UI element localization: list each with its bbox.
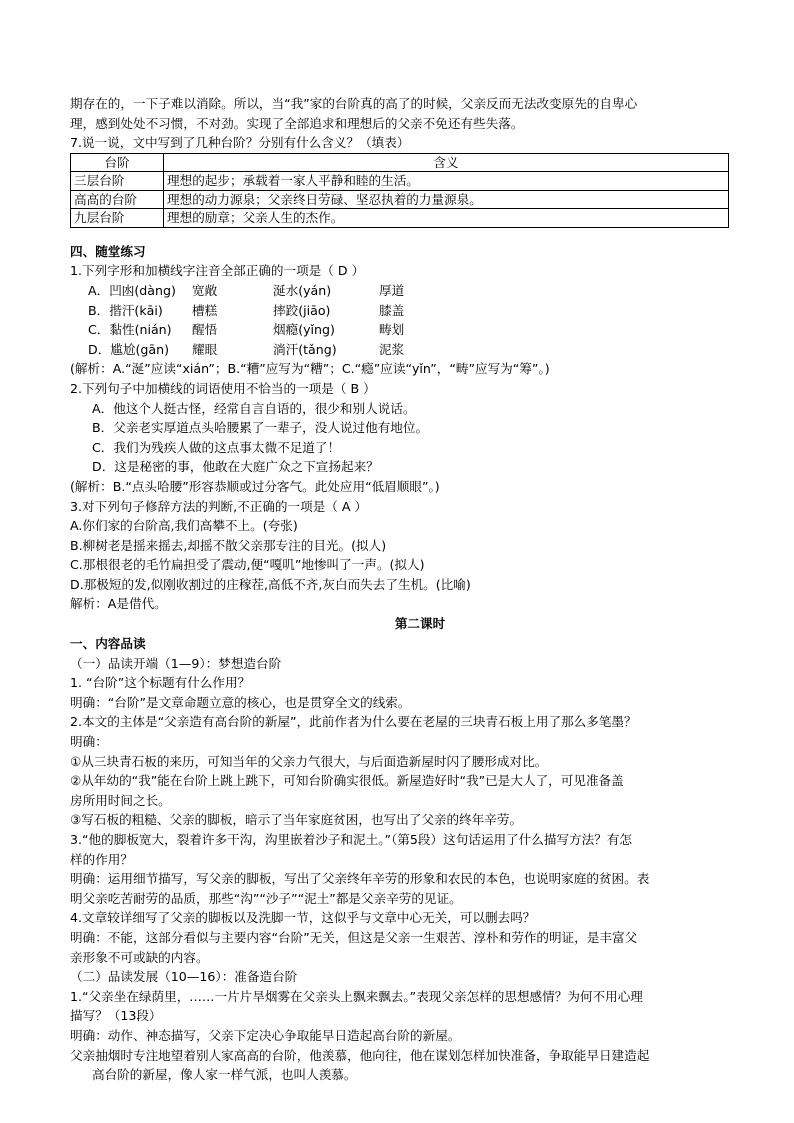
paragraph-line: 描写？（13段）: [70, 1008, 162, 1024]
option-cell: 厚道: [379, 282, 405, 298]
option-cell: 淌汗(tǎng): [273, 341, 337, 357]
stairs-meaning-table: [70, 153, 729, 228]
option-cell: 槽糕: [192, 302, 218, 318]
paragraph-line: 明确：运用细节描写，写父亲的脚板，写出了父亲终年辛劳的形象和农民的本色，也说明家庭的贫困。表: [70, 871, 650, 887]
paragraph-line: 明确：“台阶”是文章命题立意的核心，也是贯穿全文的线索。: [70, 694, 411, 710]
paragraph-line: 明父亲吃苦耐劳的品质，那些“沟”“沙子”“泥土”都是父亲辛劳的见证。: [70, 890, 462, 906]
option-cell: D．尴尬(gān): [88, 341, 169, 357]
option-cell: B．揩汗(kāi): [88, 302, 163, 318]
paragraph-line: 理，感到处处不习惯，不对劲。实现了全部追求和理想后的父亲不免还有些失落。: [70, 115, 524, 131]
question-1: 1.下列字形和加横线字注音全部正确的一项是（ D ）: [70, 263, 365, 279]
question-2: 2.下列句子中加横线的词语使用不恰当的一项是（ B ）: [70, 380, 376, 396]
option-cell: 畴划: [379, 322, 405, 338]
table-header-row: [71, 153, 729, 172]
paragraph-line: ②从年幼的“我”能在台阶上跳上跳下，可知台阶确实很低。新屋造好时“我”已是大人了，可见准备盖: [70, 773, 624, 789]
option-cell: 膝盖: [379, 302, 405, 318]
analysis-text: (解析：A.“涎”应读“xián”；B.“糟”应写为“糟”；C.“瘾”应读“yǐn”，“畴”应写为“筹”。): [70, 361, 550, 377]
option-line: C．我们为残疾人做的这点事太微不足道了！: [92, 439, 341, 455]
paragraph-line: 3.“他的脚板宽大，裂着许多干沟，沟里嵌着沙子和泥土。”（第5段）这句话运用了什么描写方法？有怎: [70, 832, 633, 847]
paragraph-line: 4.文章较详细写了父亲的脚板以及洗脚一节，这似乎与文章中心无关，可以删去吗？: [70, 910, 536, 926]
question-7: 7.说一说，文中写到了几种台阶？分别有什么含义？（填表）: [70, 135, 410, 151]
question-3: 3.对下列句子修辞方法的判断,不正确的一项是（ A ）: [70, 498, 368, 514]
option-cell: 醒悟: [192, 322, 218, 338]
document-page: [70, 94, 730, 1085]
paragraph-line: 2.本文的主体是“父亲造有高台阶的新屋”，此前作者为什么要在老屋的三块青石板上用了那么多笔墨？: [70, 714, 637, 730]
paragraph-line: 明确：动作、神态描写，父亲下定决心争取能早日造起高台阶的新屋。: [70, 1027, 461, 1043]
table-row: [71, 209, 729, 228]
subsection-heading: （二）品读发展（10—16）：准备造台阶: [70, 969, 298, 985]
paragraph-line: 高台阶的新屋，像人家一样气派，也叫人羡慕。: [92, 1067, 357, 1083]
option-cell: C．黏性(nián): [88, 322, 172, 338]
table-cell: 理想的励章；父亲人生的杰作。: [164, 209, 729, 228]
option-cell: 烟瘾(yǐng): [273, 322, 335, 338]
option-row: [70, 340, 730, 360]
paragraph-line: 期存在的，一下子难以消除。所以，当“我”家的台阶真的高了的时候，父亲反而无法改变原先的自卑心: [70, 96, 638, 111]
paragraph-line: 1. “台阶”这个标题有什么作用？: [70, 675, 251, 691]
option-cell: 宽敞: [192, 282, 218, 298]
paragraph-line: 父亲抽烟时专注地望着别人家高高的台阶，他羡慕，他向往，他在谋划怎样加快准备，争取能早日建造起: [70, 1047, 650, 1063]
option-line: A．他这个人挺古怪，经常自言自语的，很少和别人说话。: [92, 400, 416, 416]
paragraph-line: 1.“父亲坐在绿荫里，……一片片旱烟雾在父亲头上飘来飘去。”表现父亲怎样的思想感情？为何不用心理: [70, 988, 643, 1004]
option-cell: 耀眼: [192, 341, 218, 357]
analysis-text: (解析：B.“点头哈腰”形容恭顺或过分客气。此处应用“低眉顺眼”。): [70, 478, 440, 494]
option-line: B.柳树老是摇来摇去,却摇不散父亲那专注的目光。(拟人): [70, 537, 387, 553]
option-row: [70, 281, 730, 301]
option-cell: 泥浆: [379, 341, 405, 357]
lesson-title: 第二课时: [394, 616, 446, 632]
subsection-heading: （一）品读开端（1—9）：梦想造台阶: [70, 655, 282, 671]
option-row: [70, 301, 730, 321]
option-cell: A．凹凼(dàng): [88, 282, 176, 298]
analysis-text: 解析：A是借代。: [70, 596, 167, 612]
paragraph-line: 房所用时间之长。: [70, 792, 171, 808]
table-cell: 理想的起步；承载着一家人平静和睦的生活。: [164, 172, 729, 191]
table-cell: 九层台阶: [71, 209, 164, 228]
paragraph-line: 亲形象不可或缺的内容。: [70, 949, 209, 965]
paragraph-line: ①从三块青石板的来历，可知当年的父亲力气很大，与后面造新屋时闪了腰形成对比。: [70, 753, 548, 769]
table-cell: 三层台阶: [71, 172, 164, 191]
paragraph-line: ③写石板的粗糙、父亲的脚板，暗示了当年家庭贫困，也写出了父亲的终年辛劳。: [70, 812, 523, 828]
option-line: D.那极短的发,似刚收割过的庄稼茬,高低不齐,灰白而失去了生机。(比喻): [70, 576, 471, 592]
option-cell: 摔跤(jiāo): [273, 302, 331, 318]
section-title: 四、随堂练习: [70, 243, 146, 259]
table-row: [71, 172, 729, 191]
table-row: [71, 190, 729, 209]
table-header-cell: 含义: [164, 153, 729, 172]
section-heading: 一、内容品读: [70, 636, 146, 652]
option-line: C.那根很老的毛竹扁担受了震动,便“嘎叽”地惨叫了一声。(拟人): [70, 557, 425, 573]
option-line: B．父亲老实厚道点头哈腰累了一辈子，没人说过他有地位。: [92, 420, 429, 436]
table-header-cell: 台阶: [71, 153, 164, 172]
paragraph-line: 明确：不能，这部分看似与主要内容“台阶”无关，但这是父亲一生艰苦、淳朴和劳作的明证，是丰富父: [70, 929, 638, 945]
option-cell: 涎水(yán): [273, 282, 332, 298]
table-cell: 理想的动力源泉；父亲终日劳碌、坚忍执着的力量源泉。: [164, 190, 729, 209]
paragraph-line: 样的作用？: [70, 851, 133, 867]
table-cell: 高高的台阶: [71, 190, 164, 209]
option-row: [70, 320, 730, 340]
paragraph-line: 明确：: [70, 734, 108, 750]
option-line: A.你们家的台阶高,我们高攀不上。(夸张): [70, 518, 298, 534]
option-line: D．这是秘密的事，他敢在大庭广众之下宣扬起来？: [92, 459, 379, 475]
